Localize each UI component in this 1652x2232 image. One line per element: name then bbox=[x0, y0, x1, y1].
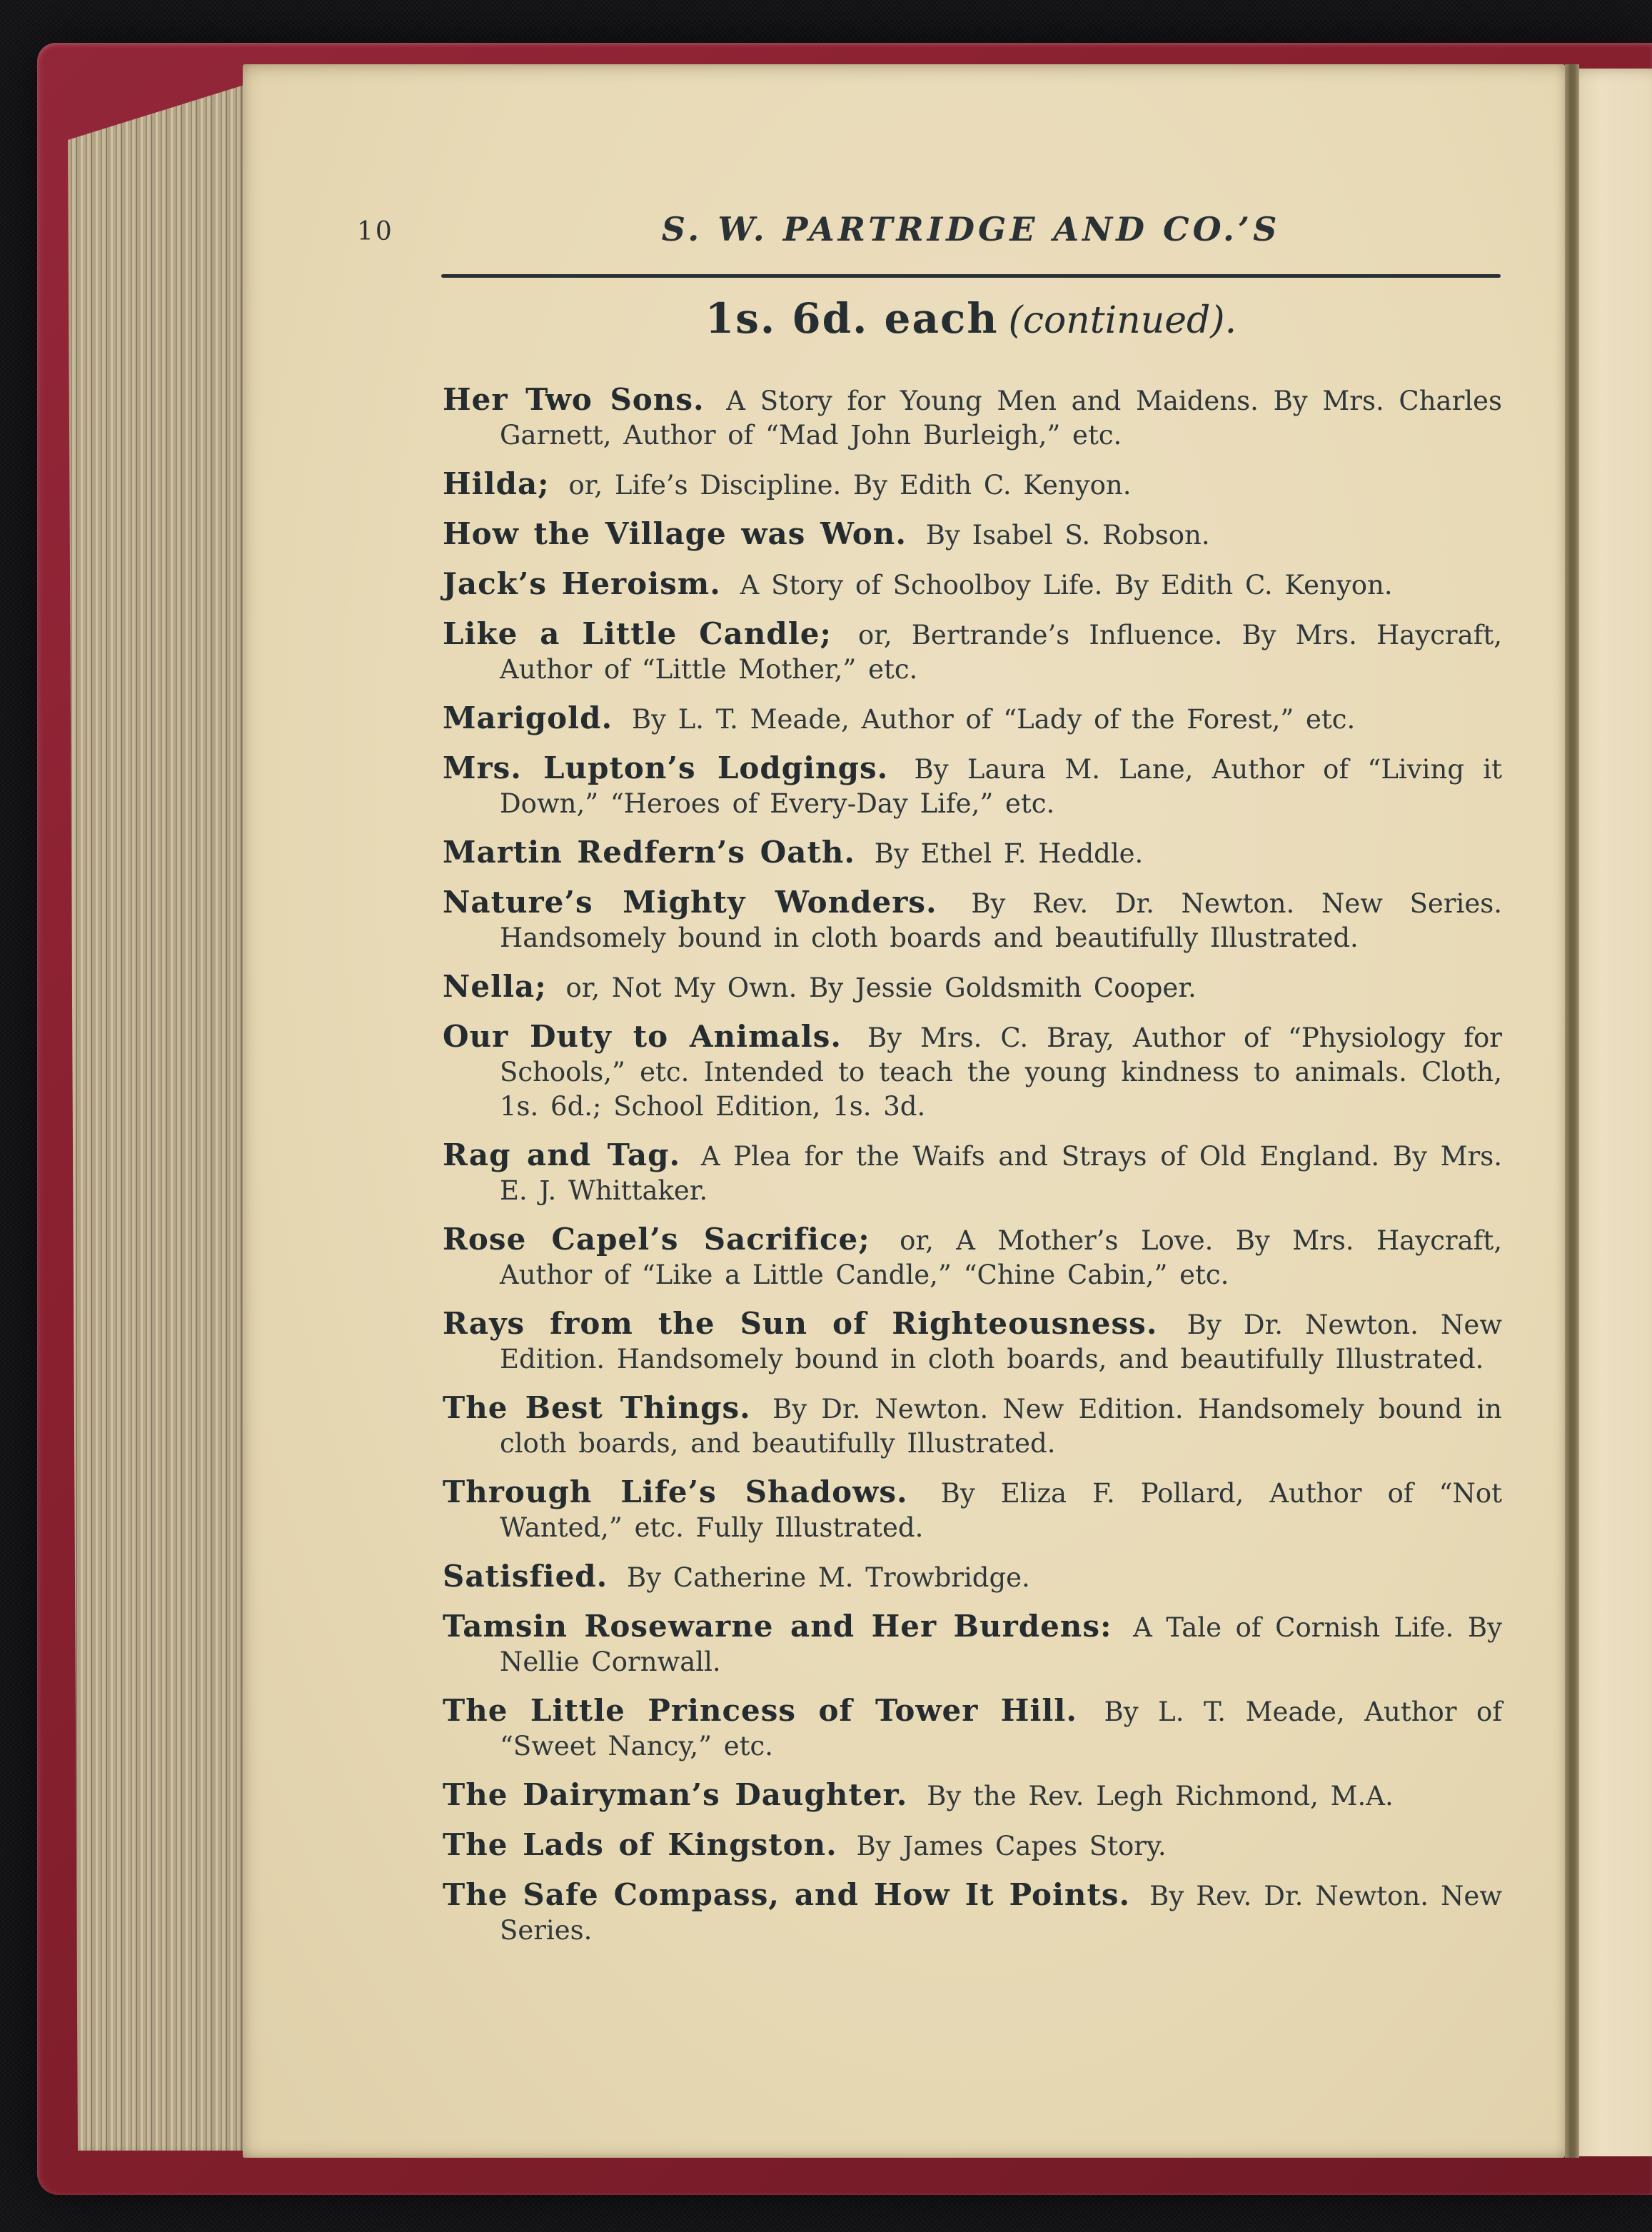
catalog-entry bbox=[443, 1020, 1502, 1124]
entry-description: By Catherine M. Trowbridge. bbox=[615, 1562, 1030, 1593]
section-title bbox=[443, 294, 1499, 343]
entry-title: Our Duty to Animals. bbox=[443, 1019, 842, 1054]
catalog-entry bbox=[443, 1559, 1502, 1595]
catalog-page bbox=[243, 64, 1565, 2158]
entry-title: Through Life’s Shadows. bbox=[443, 1474, 908, 1509]
entry-description: A Tale of Cornish Life. By Nellie Cornwall. bbox=[500, 1612, 1502, 1677]
catalog-entry bbox=[443, 1778, 1502, 1814]
catalog-entry bbox=[443, 1391, 1502, 1461]
entry-title: The Little Princess of Tower Hill. bbox=[443, 1693, 1077, 1728]
entry-title: Rag and Tag. bbox=[443, 1137, 681, 1172]
entry-description: By Dr. Newton. New Edition. Handsomely bound in cloth boards, and beautifully Illustrated. bbox=[500, 1394, 1502, 1459]
entry-description: By the Rev. Legh Richmond, M.A. bbox=[915, 1781, 1394, 1811]
entry-description: A Story for Young Men and Maidens. By Mrs. Charles Garnett, Author of “Mad John Burleigh,” etc. bbox=[500, 386, 1503, 451]
entry-description: A Plea for the Waifs and Strays of Old England. By Mrs. E. J. Whittaker. bbox=[500, 1141, 1502, 1206]
entry-description: or, Not My Own. By Jessie Goldsmith Cooper. bbox=[553, 972, 1197, 1003]
entry-title: Like a Little Candle; bbox=[443, 616, 832, 651]
catalog-entry bbox=[443, 885, 1502, 955]
catalog-entry bbox=[443, 751, 1502, 821]
entry-title: Mrs. Lupton’s Lodgings. bbox=[443, 750, 889, 785]
entry-title: Rays from the Sun of Righteousness. bbox=[443, 1306, 1158, 1341]
entry-description: By Rev. Dr. Newton. New Series. bbox=[500, 1881, 1502, 1946]
entry-description: or, Bertrande’s Influence. By Mrs. Haycraft, Author of “Little Mother,” etc. bbox=[500, 620, 1502, 685]
entry-title: The Best Things. bbox=[443, 1390, 751, 1425]
catalog-entry bbox=[443, 617, 1502, 687]
catalog-entry bbox=[443, 1609, 1502, 1679]
entry-title: Marigold. bbox=[443, 700, 613, 735]
entry-title: How the Village was Won. bbox=[443, 516, 907, 551]
entry-description: By Mrs. C. Bray, Author of “Physiology for Schools,” etc. Intended to teach the young kindness to animals. Cloth, 1s. 6d.; School Edition, 1s. 3d. bbox=[500, 1022, 1502, 1122]
entry-description: By Ethel F. Heddle. bbox=[862, 838, 1144, 869]
header-rule bbox=[441, 274, 1501, 278]
entry-title: Rose Capel’s Sacrifice; bbox=[443, 1222, 870, 1257]
catalog-entry bbox=[443, 1222, 1502, 1292]
entry-title: Hilda; bbox=[443, 466, 550, 501]
running-header: S. W. PARTRIDGE AND CO.’S bbox=[661, 210, 1281, 248]
entry-description: By Rev. Dr. Newton. New Series. Handsomely bound in cloth boards and beautifully Illustrated. bbox=[500, 888, 1502, 953]
catalog-entry bbox=[443, 835, 1502, 871]
section-title-continued: (continued). bbox=[1008, 299, 1237, 342]
entry-description: By Laura M. Lane, Author of “Living it Down,” “Heroes of Every-Day Life,” etc. bbox=[500, 754, 1502, 819]
entry-description: or, A Mother’s Love. By Mrs. Haycraft, Author of “Like a Little Candle,” “Chine Cabin,” etc. bbox=[500, 1225, 1502, 1290]
catalog-entry bbox=[443, 1878, 1502, 1948]
entries-list bbox=[443, 383, 1502, 1962]
entry-title: Martin Redfern’s Oath. bbox=[443, 835, 856, 870]
catalog-entry bbox=[443, 701, 1502, 737]
entry-description: or, Life’s Discipline. By Edith C. Kenyon. bbox=[556, 470, 1132, 501]
entry-title: The Lads of Kingston. bbox=[443, 1827, 837, 1862]
page-gutter-groove bbox=[1565, 64, 1579, 2158]
entry-description: By L. T. Meade, Author of “Sweet Nancy,” etc. bbox=[500, 1696, 1503, 1761]
entry-description: By Dr. Newton. New Edition. Handsomely bound in cloth boards, and beautifully Illustrated. bbox=[500, 1309, 1502, 1374]
entry-title: Tamsin Rosewarne and Her Burdens: bbox=[443, 1609, 1112, 1644]
page-edge-stack bbox=[68, 84, 246, 2151]
catalog-entry bbox=[443, 1307, 1502, 1377]
catalog-entry bbox=[443, 1828, 1502, 1864]
page-number: 10 bbox=[357, 217, 394, 246]
entry-description: By L. T. Meade, Author of “Lady of the Forest,” etc. bbox=[620, 704, 1356, 735]
entry-title: Jack’s Heroism. bbox=[443, 566, 721, 601]
catalog-entry bbox=[443, 517, 1502, 553]
entry-description: By Eliza F. Pollard, Author of “Not Wanted,” etc. Fully Illustrated. bbox=[500, 1478, 1503, 1543]
catalog-entry bbox=[443, 1475, 1502, 1545]
entry-title: Satisfied. bbox=[443, 1559, 608, 1594]
catalog-entry bbox=[443, 1138, 1502, 1208]
entry-description: By Isabel S. Robson. bbox=[913, 520, 1210, 551]
entry-description: A Story of Schoolboy Life. By Edith C. Kenyon. bbox=[727, 570, 1393, 600]
catalog-entry bbox=[443, 970, 1502, 1005]
section-title-price: 1s. 6d. each bbox=[705, 294, 999, 343]
catalog-entry bbox=[443, 467, 1502, 503]
catalog-entry bbox=[443, 383, 1502, 453]
entry-title: Nella; bbox=[443, 969, 547, 1004]
entry-title: Her Two Sons. bbox=[443, 382, 705, 417]
entry-title: The Safe Compass, and How It Points. bbox=[443, 1877, 1131, 1912]
facing-page-edge bbox=[1579, 69, 1652, 2156]
entry-title: The Dairyman’s Daughter. bbox=[443, 1777, 908, 1812]
entry-title: Nature’s Mighty Wonders. bbox=[443, 885, 937, 920]
catalog-entry bbox=[443, 567, 1502, 603]
entry-description: By James Capes Story. bbox=[844, 1831, 1167, 1861]
catalog-entry bbox=[443, 1694, 1502, 1764]
